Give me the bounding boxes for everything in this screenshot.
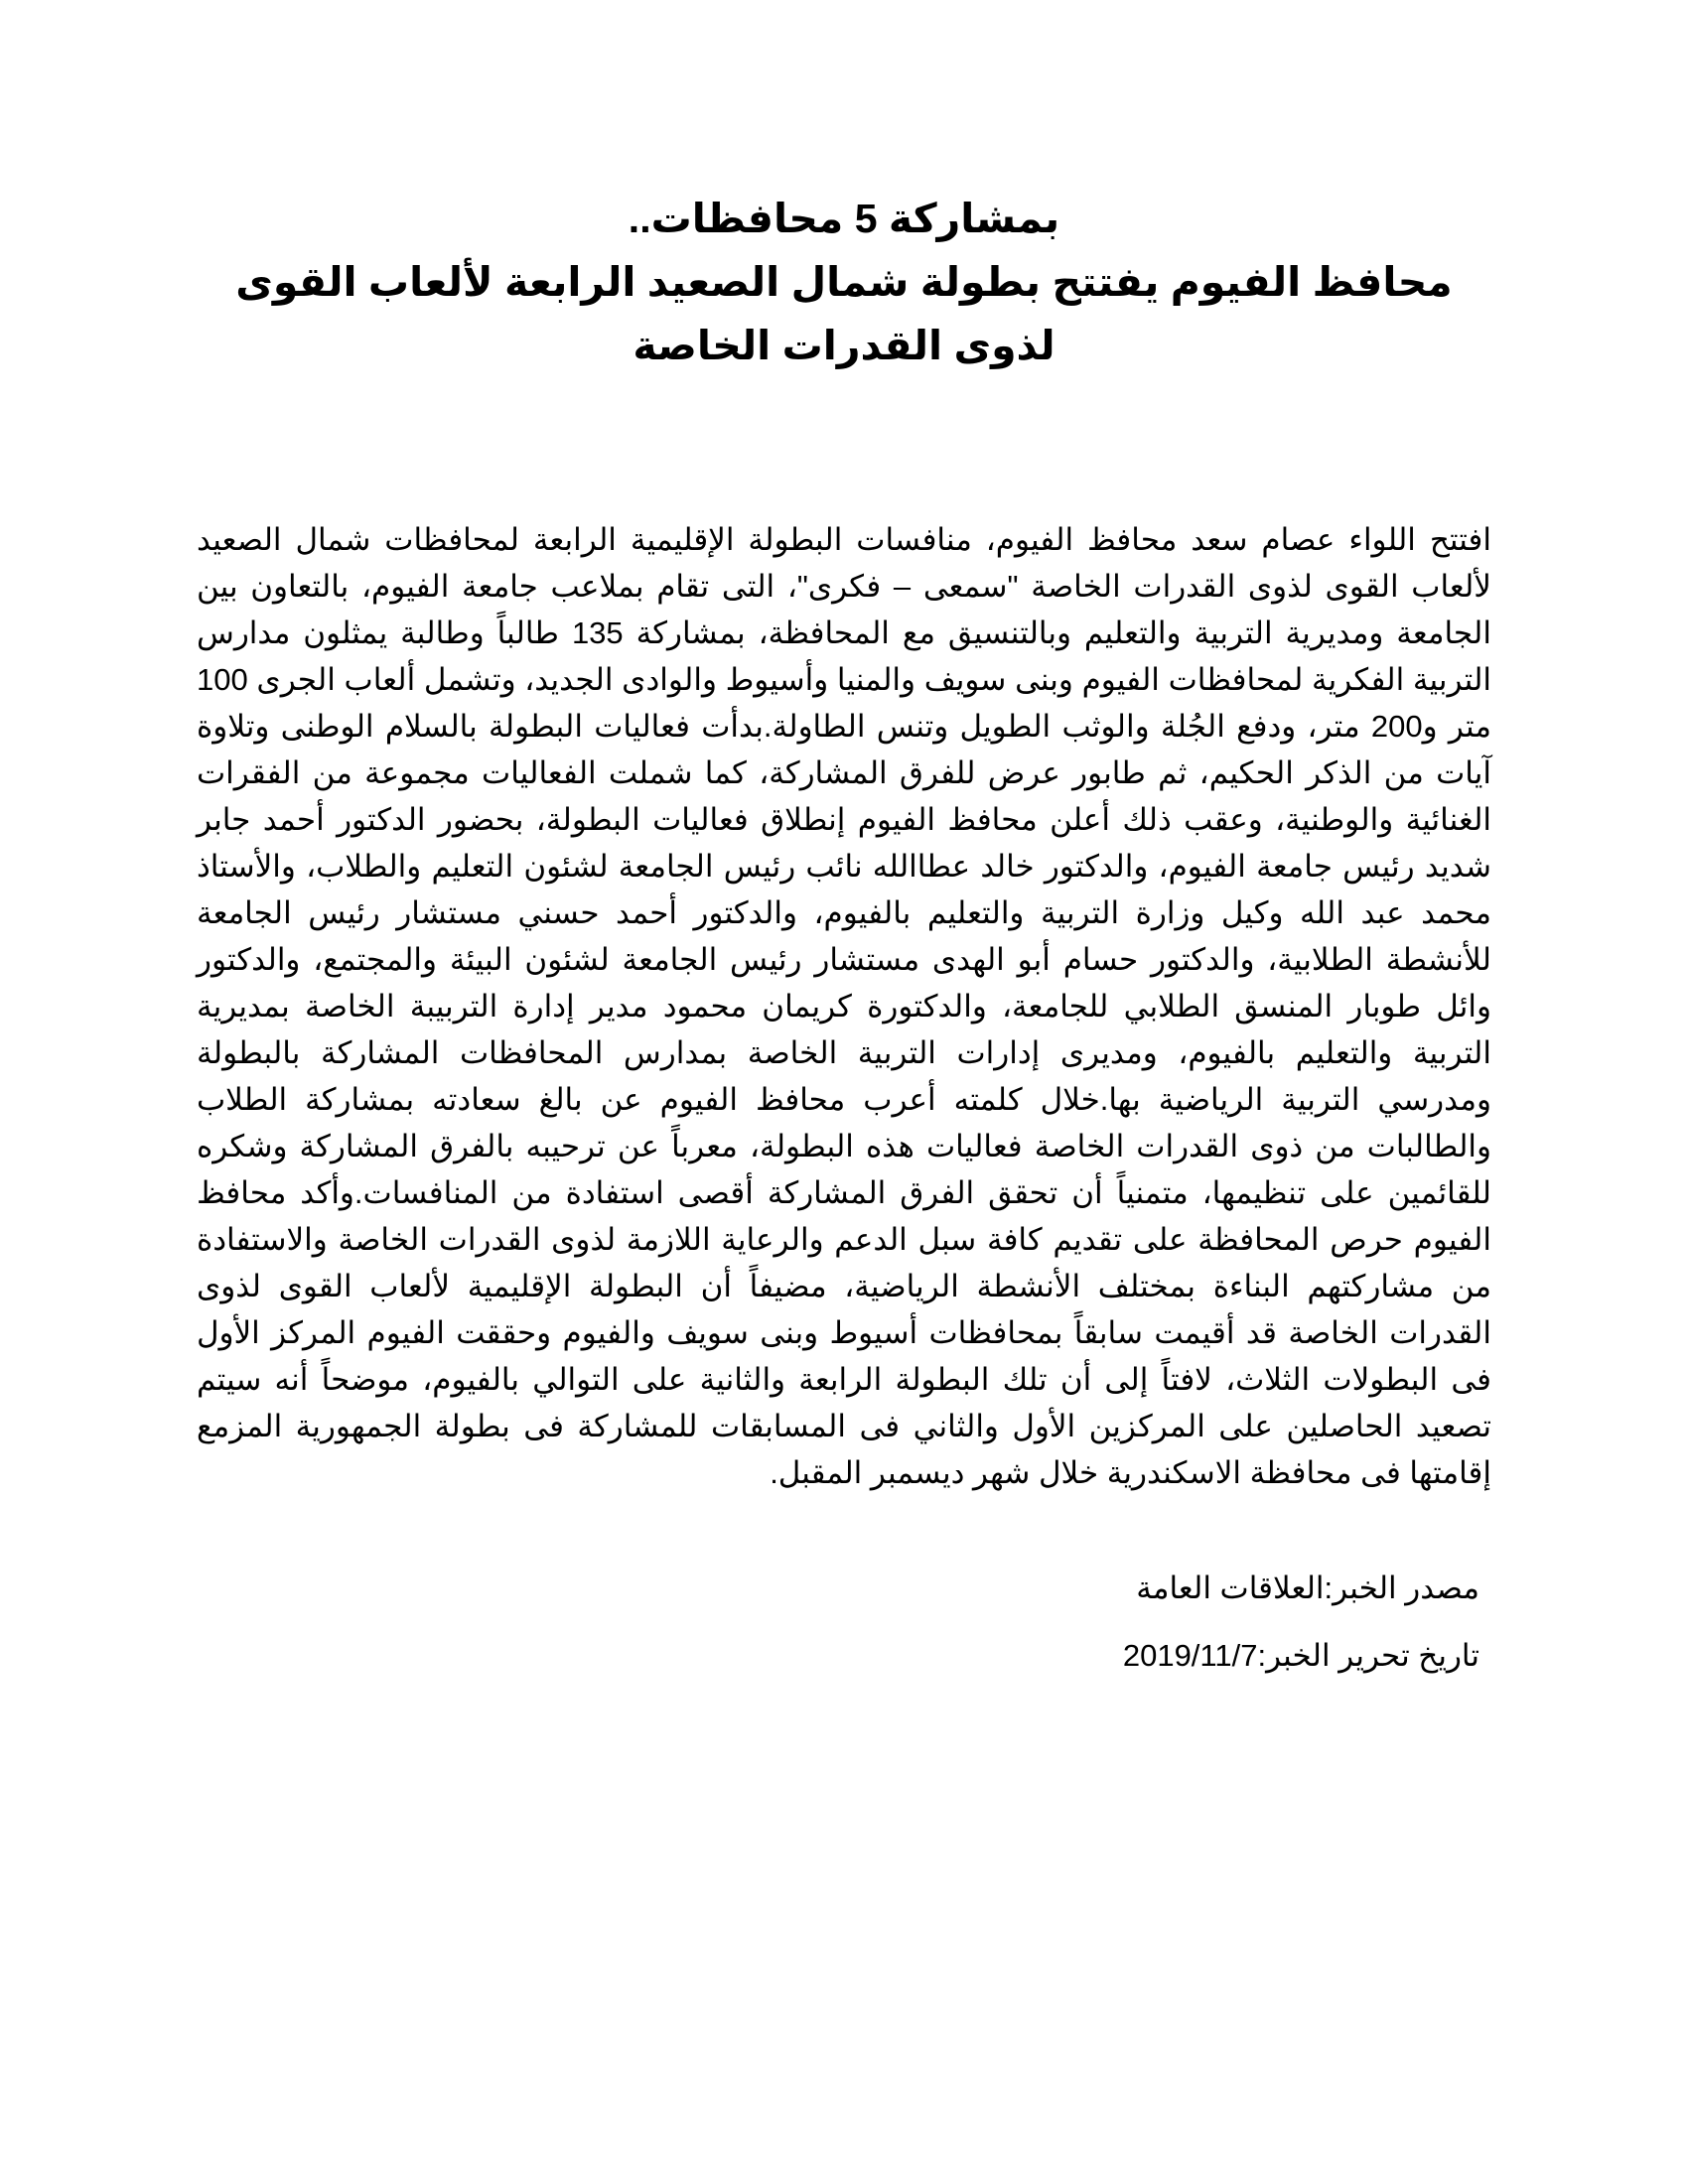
headline — [218, 187, 1470, 377]
news-date: تاريخ تحرير الخبر:2019/11/7 — [1122, 1638, 1479, 1673]
news-source: مصدر الخبر:العلاقات العامة — [1136, 1570, 1479, 1605]
headline-line-1: بمشاركة 5 محافظات.. — [628, 196, 1060, 241]
article-body: افتتح اللواء عصام سعد محافظ الفيوم، منافسات البطولة الإقليمية الرابعة لمحافظات شمال الصعيد لألعاب القوى لذوى القدرات الخاصة "سمعى – فكرى"، التى تقام بملاعب جامعة الفيوم، بالتعاون بين الجامعة ومديرية التربية والتعليم وبالتنسيق مع المحافظة، بمشاركة 135 طالباً وطالبة يمثلون مدارس التربية الفكرية لمحافظات الفيوم وبنى سويف والمنيا وأسيوط والوادى الجديد، وتشمل ألعاب الجرى 100 متر و200 متر، ودفع الجُلة والوثب الطويل وتنس الطاولة.بدأت فعاليات البطولة بالسلام الوطنى وتلاوة آيات من الذكر الحكيم، ثم طابور عرض للفرق المشاركة، كما شملت الفعاليات مجموعة من الفقرات الغنائية والوطنية، وعقب ذلك أعلن محافظ الفيوم إنطلاق فعاليات البطولة، بحضور الدكتور أحمد جابر شديد رئيس جامعة الفيوم، والدكتور خالد عطاالله نائب رئيس الجامعة لشئون التعليم والطلاب، والأستاذ محمد عبد الله وكيل وزارة التربية والتعليم بالفيوم، والدكتور أحمد حسني مستشار رئيس الجامعة للأنشطة الطلابية، والدكتور حسام أبو الهدى مستشار رئيس الجامعة لشئون البيئة والمجتمع، والدكتور وائل طوبار المنسق الطلابي للجامعة، والدكتورة كريمان محمود مدير إدارة التربيبة الخاصة بمديرية التربية والتعليم بالفيوم، ومديرى إدارات التربية الخاصة بمدارس المحافظات المشاركة بالبطولة ومدرسي التربية الرياضية بها.خلال كلمته أعرب محافظ الفيوم عن بالغ سعادته بمشاركة الطلاب والطالبات من ذوى القدرات الخاصة فعاليات هذه البطولة، معرباً عن ترحيبه بالفرق المشاركة وشكره للقائمين على تنظيمها، متمنياً أن تحقق الفرق المشاركة أقصى استفادة من المنافسات.وأكد محافظ الفيوم حرص المحافظة على تقديم كافة سبل الدعم والرعاية اللازمة لذوى القدرات الخاصة والاستفادة من مشاركتهم البناءة بمختلف الأنشطة الرياضية، مضيفاً أن البطولة الإقليمية لألعاب القوى لذوى القدرات الخاصة قد أقيمت سابقاً بمحافظات أسيوط وبنى سويف والفيوم وحققت الفيوم المركز الأول فى البطولات الثلاث، لافتاً إلى أن تلك البطولة الرابعة والثانية على التوالي بالفيوم، موضحاً أنه سيتم تصعيد الحاصلين على المركزين الأول والثاني فى المسابقات للمشاركة فى بطولة الجمهورية المزمع إقامتها فى محافظة الاسكندرية خلال شهر ديسمبر المقبل. — [197, 522, 1491, 1490]
headline-line-2: محافظ الفيوم يفتتح بطولة شمال الصعيد الرابعة لألعاب القوى لذوى القدرات الخاصة — [235, 259, 1453, 368]
